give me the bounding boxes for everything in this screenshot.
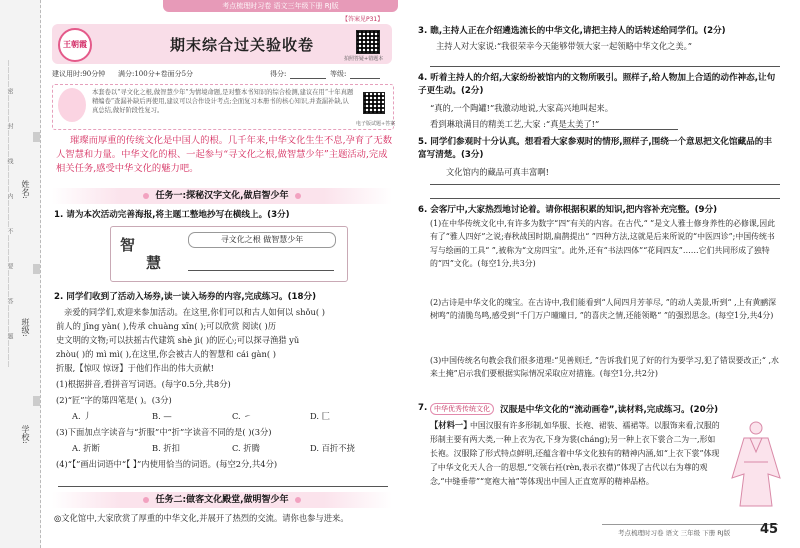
q5-title: 5. 同学们参观时十分认真。想看看大家参观时的情形,照样子,围绕一个意思把文化馆藏品的丰富写清楚。(3分) bbox=[418, 137, 772, 160]
q6-part1: (1)在中华传统文化中,有许多为数字“四”有关的内容。在古代,“ ”是文人雅士修身养性的必修课,因此有了“雅人四好”之说;春秋战国时期,扁鹊提出“ ”四种方法,这就是后来所说的“中医四诊”;中国传统书写与绘画的工具“ ”,被称为“文房四宝”。此外,还有“书法四体”“花间四友”……它们共同形成了独特的“四”文化。(每空1分,共3分) bbox=[430, 219, 776, 268]
q7-title: 汉服是中华文化的“流动画卷”,读材料,完成练习。(20分) bbox=[500, 405, 719, 415]
answer-ref: 【答案见P31】 bbox=[342, 16, 384, 23]
time-limit: 建议用时:90分钟 bbox=[52, 70, 106, 78]
q2-sub2-opt-d[interactable]: D. 匚 bbox=[310, 411, 330, 421]
page-number: 45 bbox=[760, 522, 779, 537]
mascot-icon bbox=[58, 88, 86, 122]
q2-title: 2. 同学们收到了活动入场券,读一读入场券的内容,完成练习。(18分) bbox=[54, 292, 317, 302]
q3-body: 主持人对大家说:“我很荣幸今天能够带领大家一起领略中华文化之美。” bbox=[436, 41, 693, 51]
q2-line-4: zhòu( )的 mì mì( ),在这里,你会被古人的智慧和 cái gàn( ) bbox=[56, 349, 276, 359]
q2-line-1: 亲爱的同学们,欢迎来参加活动。在这里,你们可以和古人如何以 shǒu( ) bbox=[64, 307, 325, 317]
q2-line-2: 前人的 jīng yàn( ),传承 chuàng xīn( );可以欣赏 阅读( )历 bbox=[56, 321, 276, 331]
qr-caption: 拍照答疑+错题本 bbox=[344, 56, 384, 62]
q4-answer-line[interactable] bbox=[558, 129, 678, 130]
q2-sub2-opt-c[interactable]: C. ㇀ bbox=[232, 411, 252, 421]
q5-answer-line-1[interactable] bbox=[430, 184, 780, 185]
poster-banner: 寻文化之根 做智慧少年 bbox=[188, 232, 336, 248]
q2-sub4: (4)“【”画出词语中“【 】”内使用恰当的词语。(每空2分,共4分) bbox=[56, 459, 278, 469]
q2-sub2-opt-a[interactable]: A. 丿 bbox=[72, 411, 92, 421]
q6-title: 6. 会客厅中,大家热烈地讨论着。请你根据积累的知识,把内容补充完整。(9分) bbox=[418, 205, 718, 215]
name-label: 姓名: bbox=[21, 180, 30, 199]
q1-title: 1. 请为本次活动完善海报,将主题工整地抄写在横线上。(3分) bbox=[54, 210, 290, 220]
lead-paragraph: 璀璨而厚重的传统文化是中国人的根。几千年来,中华文化生生不息,孕育了无数人智慧和力量。中华文化的根、一起参与“寻文化之根,做智慧少年”主题活动,完成相关任务,感受中华文化的魅力吧。 bbox=[56, 135, 393, 174]
q7-number: 7. bbox=[418, 403, 428, 413]
q6-part2: (2)古诗是中华文化的瑰宝。在古诗中,我们能看到“人间四月芳菲尽, ”的动人美景,听到“ ,上有黄鹂深树鸣”的清脆鸟鸣,感受到“千门万户曈曈日, ”的喜庆之情,还能领略“ ”的强烈思念。(每空1分,共4分) bbox=[430, 298, 777, 321]
task2-heading: 任务二:做客文化殿堂,做明智少年 bbox=[52, 492, 392, 508]
q2-sub3-opt-d[interactable]: D. 百折不挠 bbox=[310, 443, 355, 453]
class-label: 班级: bbox=[21, 318, 30, 337]
q7-material-label: 【材料一】 bbox=[430, 420, 472, 430]
score-label: 得分: bbox=[270, 70, 287, 78]
q6-part3: (3)中国传统名句教会我们很多道理:“见善则迁, ”告诉我们见了好的行为要学习,犯了错误要改正;“ ,水来土掩”启示我们要根据实际情况采取应对措施。(每空1分,共2分) bbox=[430, 356, 779, 379]
q3-answer-line[interactable] bbox=[430, 66, 780, 67]
score-field[interactable] bbox=[290, 78, 326, 79]
task1-heading: 任务一:探秘汉字文化,做启智少年 bbox=[52, 188, 392, 204]
q4-fill: 看到琳琅满目的精美工艺,大家 :“真是太美了!” bbox=[430, 119, 600, 129]
grade-label: 等级: bbox=[330, 70, 347, 78]
footer-text: 考点梳理时习卷 语文 三年级 下册 RJ版 bbox=[618, 529, 731, 537]
q1-answer-line[interactable] bbox=[188, 270, 334, 271]
q2-line-5: 折服,【惊叹 惊讶】于他们作出的伟大贡献! bbox=[56, 363, 214, 373]
q2-sub3-opt-a[interactable]: A. 折断 bbox=[72, 443, 100, 453]
q7-material-text: 中国汉服有许多形制,如华服、长袍、裙装、襦裙等。以服饰来看,汉服的形制主要有两大类,一种上衣为衣,下身为裳(cháng);另一种上衣下裳合二为一,形如长袍。汉服除了形式特点鲜明,还蕴含着中华文化独有的精神内涵,如“上衣下裳”体现了中华文化天人合一的思想,“交领右衽(rèn,表示衣襟)”体现了古代以右为尊的观念,“中缝垂带”“宽袍大袖”等体现出中国人正直宽厚的精神品格。 bbox=[430, 421, 720, 486]
series-banner: 考点梳理时习卷 语文三年级下册 RJ版 bbox=[163, 0, 398, 12]
qr-code-icon[interactable] bbox=[356, 30, 380, 54]
q2-sub3: (3)下面加点字读音与“折服”中“折”字读音不同的是( )(3分) bbox=[56, 427, 272, 437]
q2-sub3-opt-b[interactable]: B. 折扣 bbox=[152, 443, 180, 453]
q3-title: 3. 瞧,主持人正在介绍遴选流长的中华文化,请把主持人的话转述给同学们。(2分) bbox=[418, 26, 726, 36]
page-title: 期末综合过关验收卷 bbox=[170, 36, 315, 54]
q2-sub4-answer-line[interactable] bbox=[58, 486, 388, 487]
q2-sub2-opt-b[interactable]: B. — bbox=[152, 411, 172, 421]
total-score: 满分:100分+卷面分5分 bbox=[118, 70, 194, 78]
school-label: 学校: bbox=[21, 425, 30, 444]
q4-example: “真的,一个陶罐!”我激动地说,大家高兴地叫起来。 bbox=[430, 103, 614, 113]
poster-char-1: 智 bbox=[120, 236, 136, 254]
q5-answer-line-2[interactable] bbox=[430, 198, 780, 199]
poster-char-2: 慧 bbox=[146, 254, 162, 272]
intro-text: 本套卷以“寻文化之根,做智慧少年”为情境命题,是对整本书知识的综合检测,建议在用“十年真题精编卷”查漏补缺后再使用,建议可以合作设计考点;全面复习本册书的核心知识,并查漏补缺,认真总结,做好阶段性复习。 bbox=[92, 89, 354, 114]
q4-title: 4. 听着主持人的介绍,大家纷纷被馆内的文物所吸引。照样子,给人物加上合适的动作神态,让句子更生动。(2分) bbox=[418, 73, 776, 96]
q2-line-3: 史文明的文物;可以扶摇古代建筑 shè jì( )的匠心;可以探寻渔猎 yǔ bbox=[56, 335, 300, 345]
grade-field[interactable] bbox=[350, 78, 380, 79]
q2-sub1: (1)根据拼音,看拼音写词语。(每字0.5分,共8分) bbox=[56, 379, 231, 389]
q2-sub2: (2)“匠”字的第四笔是( )。(3分) bbox=[56, 395, 172, 405]
seal-line-hint: …………密…………封…………线…………内…………不…………要…………答…………题………… bbox=[6, 60, 13, 368]
qr-code-2-icon[interactable] bbox=[363, 92, 385, 114]
q7-tag: 中华优秀传统文化 bbox=[430, 403, 494, 415]
hanfu-illustration-icon bbox=[728, 418, 784, 510]
q2-sub3-opt-c[interactable]: C. 折腾 bbox=[232, 443, 260, 453]
q5-start: 文化馆内的藏品可真丰富啊! bbox=[446, 167, 549, 177]
task2-intro: ◎文化馆中,大家欣赏了厚重的中华文化,并展开了热烈的交流。请你也参与进来。 bbox=[54, 513, 349, 523]
brand-logo: 王朝霞 bbox=[58, 28, 92, 62]
qr2-caption: 电子版试题+答案 bbox=[356, 121, 396, 127]
